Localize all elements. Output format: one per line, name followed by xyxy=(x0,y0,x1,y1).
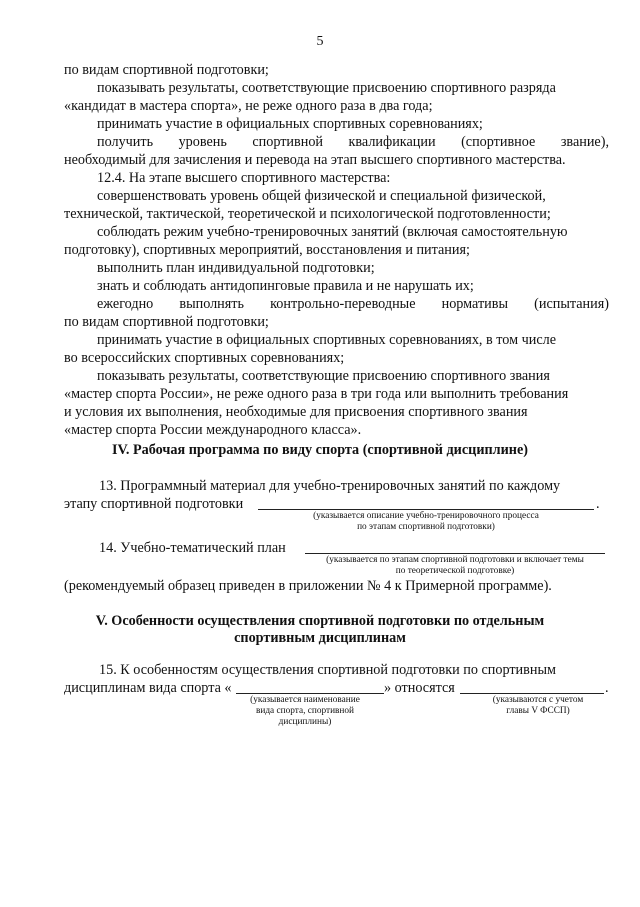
footnote-caption: (указывается по этапам спортивной подготовки и включает темы xyxy=(326,555,584,565)
word: (спортивное xyxy=(461,134,536,150)
word: спортивной xyxy=(252,134,324,150)
text-line: 12.4. На этапе высшего спортивного мастерства: xyxy=(97,170,391,186)
text-line: во всероссийских спортивных соревнованиях; xyxy=(64,350,345,366)
text-line: «мастер спорта России», не реже одного раза в три года или выполнить требования xyxy=(64,386,569,402)
text-line: 15. К особенностям осуществления спортивной подготовки по спортивным xyxy=(99,662,556,678)
fill-in-line xyxy=(236,693,384,694)
word: уровень xyxy=(178,134,227,150)
justified-line xyxy=(97,134,609,150)
text-line: совершенствовать уровень общей физической и специальной физической, xyxy=(97,188,546,204)
word: получить xyxy=(97,134,154,150)
footnote-caption: (указываются с учетом xyxy=(492,695,584,705)
text-line: по видам спортивной подготовки; xyxy=(64,62,269,78)
word: ежегодно xyxy=(97,296,154,312)
text-line: знать и соблюдать антидопинговые правила и не нарушать их; xyxy=(97,278,474,294)
text-line: соблюдать режим учебно-тренировочных занятий (включая самостоятельную xyxy=(97,224,568,240)
fill-in-line xyxy=(305,553,605,554)
text-line: дисциплинам вида спорта « xyxy=(64,680,232,696)
text-line: показывать результаты, соответствующие присвоению спортивного звания xyxy=(97,368,550,384)
footnote-caption: главы V ФССП) xyxy=(506,706,570,716)
word: контрольно-переводные xyxy=(270,296,416,312)
text-line: и условия их выполнения, необходимые для присвоения спортивного звания xyxy=(64,404,528,420)
footnote-caption: (указывается наименование xyxy=(250,695,360,705)
text-line: 13. Программный материал для учебно-тренировочных занятий по каждому xyxy=(99,478,561,494)
section-heading: IV. Рабочая программа по виду спорта (спортивной дисциплине) xyxy=(111,442,528,458)
word: нормативы xyxy=(441,296,509,312)
text-line: » относятся xyxy=(384,680,455,696)
text-line: «мастер спорта России международного класса». xyxy=(64,422,362,438)
word: квалификации xyxy=(348,134,436,150)
page-number: 5 xyxy=(316,34,324,49)
text-line: подготовку), спортивных мероприятий, восстановления и питания; xyxy=(64,242,470,258)
word: звание), xyxy=(560,134,609,150)
footnote-caption: по этапам спортивной подготовки) xyxy=(357,522,495,532)
text-line: необходимый для зачисления и перевода на этап высшего спортивного мастерства. xyxy=(64,152,566,168)
text-line: этапу спортивной подготовки xyxy=(64,496,244,512)
text-line: . xyxy=(605,680,609,696)
fill-in-line xyxy=(258,509,594,510)
text-line: принимать участие в официальных спортивных соревнованиях, в том числе xyxy=(97,332,557,348)
text-line: (рекомендуемый образец приведен в приложении № 4 к Примерной программе). xyxy=(64,578,552,594)
text-line: по видам спортивной подготовки; xyxy=(64,314,269,330)
footnote-caption: (указывается описание учебно-тренировочного процесса xyxy=(313,511,539,521)
word: выполнять xyxy=(179,296,244,312)
text-line: выполнить план индивидуальной подготовки; xyxy=(97,260,375,276)
section-heading: спортивным дисциплинам xyxy=(234,630,406,646)
text-line: показывать результаты, соответствующие присвоению спортивного разряда xyxy=(97,80,556,96)
text-line: «кандидат в мастера спорта», не реже одного раза в два года; xyxy=(64,98,433,114)
footnote-caption: по теоретической подготовке) xyxy=(395,566,515,576)
text-line: технической, тактической, теоретической и психологической подготовленности; xyxy=(64,206,551,222)
footnote-caption: дисциплины) xyxy=(278,717,332,727)
word: (испытания) xyxy=(534,296,609,312)
section-heading: V. Особенности осуществления спортивной подготовки по отдельным xyxy=(95,613,545,629)
fill-in-line xyxy=(460,693,604,694)
footnote-caption: вида спорта, спортивной xyxy=(255,706,355,716)
text-line: принимать участие в официальных спортивных соревнованиях; xyxy=(97,116,483,132)
text-line: . xyxy=(596,496,600,512)
justified-line xyxy=(97,296,609,312)
text-line: 14. Учебно-тематический план xyxy=(99,540,286,556)
